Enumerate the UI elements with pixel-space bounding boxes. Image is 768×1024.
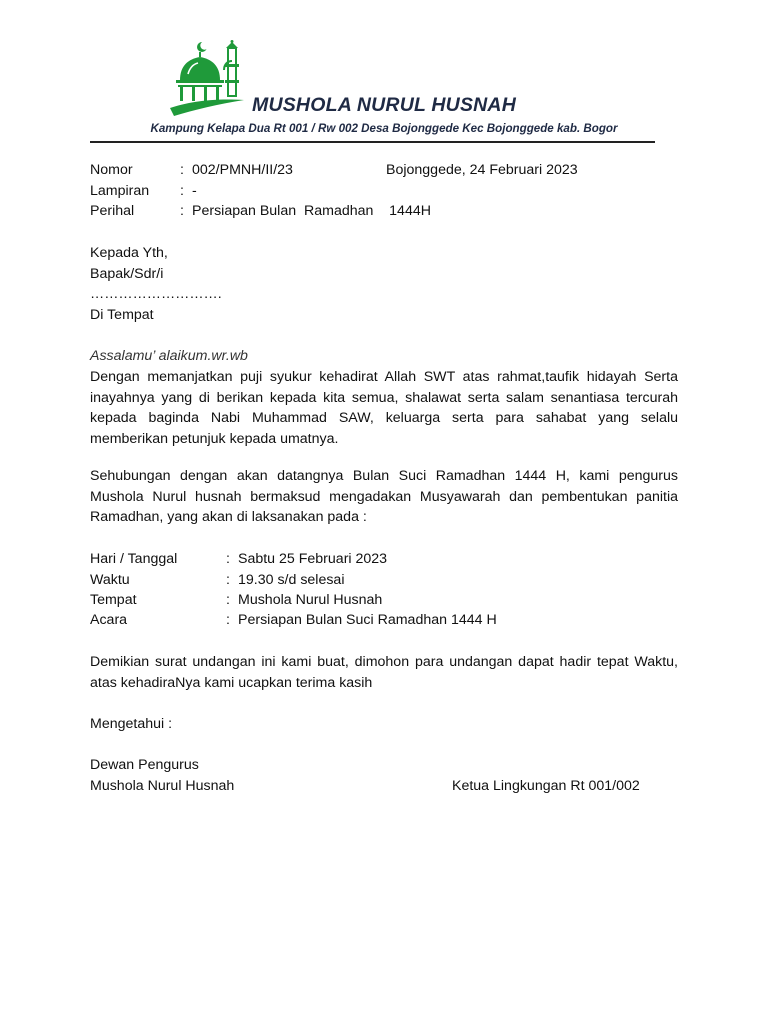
recipient-line: Bapak/Sdr/i (90, 266, 164, 282)
signature-right-title: Ketua Lingkungan Rt 001/002 (452, 778, 640, 794)
recipient-line: Di Tempat (90, 307, 154, 323)
header-divider (90, 141, 655, 143)
signature-left-org: Mushola Nurul Husnah (90, 778, 235, 794)
meta-label: Lampiran (90, 183, 150, 199)
event-colon: : (226, 551, 230, 567)
event-value: Persiapan Bulan Suci Ramadhan 1444 H (238, 612, 497, 628)
event-colon: : (226, 592, 230, 608)
meta-value: 002/PMNH/II/23 (192, 162, 293, 178)
event-value: 19.30 s/d selesai (238, 572, 345, 588)
meta-label: Perihal (90, 203, 135, 219)
event-label: Acara (90, 612, 128, 628)
event-label: Tempat (90, 592, 137, 608)
mosque-icon (168, 40, 246, 120)
organization-name: MUSHOLA NURUL HUSNAH (252, 94, 516, 116)
event-date-row (90, 549, 690, 570)
event-time-row (90, 570, 690, 591)
signature-left-title: Dewan Pengurus (90, 757, 199, 773)
meta-value: - (192, 183, 197, 199)
meta-colon: : (180, 203, 184, 219)
closing-paragraph: Demikian surat undangan ini kami buat, dimohon para undangan dapat hadir tepat Waktu, atas kehadiraNya kami ucapkan terima kasih (90, 654, 678, 691)
acknowledged-label: Mengetahui : (90, 716, 173, 732)
recipient-line: ………………………. (90, 286, 222, 302)
meta-perihal (90, 201, 690, 222)
place-date: Bojonggede, 24 Februari 2023 (386, 162, 578, 178)
event-value: Sabtu 25 Februari 2023 (238, 551, 388, 567)
meta-value: Persiapan Bulan Ramadhan 1444H (192, 203, 431, 219)
body-paragraph: Dengan memanjatkan puji syukur kehadirat Allah SWT atas rahmat,taufik hidayah Serta inayahnya yang di berikan kepada kita semua, shalawat serta salam senantiasa tercurah kepada baginda Nabi Muhammad SAW, keluarga serta para sahabat yang selalu memberikan petunjuk kepada umatnya. (90, 369, 678, 448)
event-colon: : (226, 612, 230, 628)
event-label: Waktu (90, 572, 130, 588)
organization-address: Kampung Kelapa Dua Rt 001 / Rw 002 Desa Bojonggede Kec Bojonggede kab. Bogor (150, 122, 618, 135)
recipient-line: Kepada Yth, (90, 245, 168, 261)
meta-lampiran (90, 181, 690, 202)
event-value: Mushola Nurul Husnah (238, 592, 383, 608)
event-place-row (90, 590, 690, 611)
event-colon: : (226, 572, 230, 588)
meta-label: Nomor (90, 162, 133, 178)
meta-colon: : (180, 183, 184, 199)
greeting: Assalamu’ alaikum.wr.wb (90, 348, 248, 364)
meta-colon: : (180, 162, 184, 178)
event-label: Hari / Tanggal (90, 551, 178, 567)
event-agenda-row (90, 610, 690, 631)
body-paragraph: Sehubungan dengan akan datangnya Bulan Suci Ramadhan 1444 H, kami pengurus Mushola Nurul husnah bermaksud mengadakan Musyawarah dan pembentukan panitia Ramadhan, yang akan di laksanakan pada : (90, 468, 678, 526)
